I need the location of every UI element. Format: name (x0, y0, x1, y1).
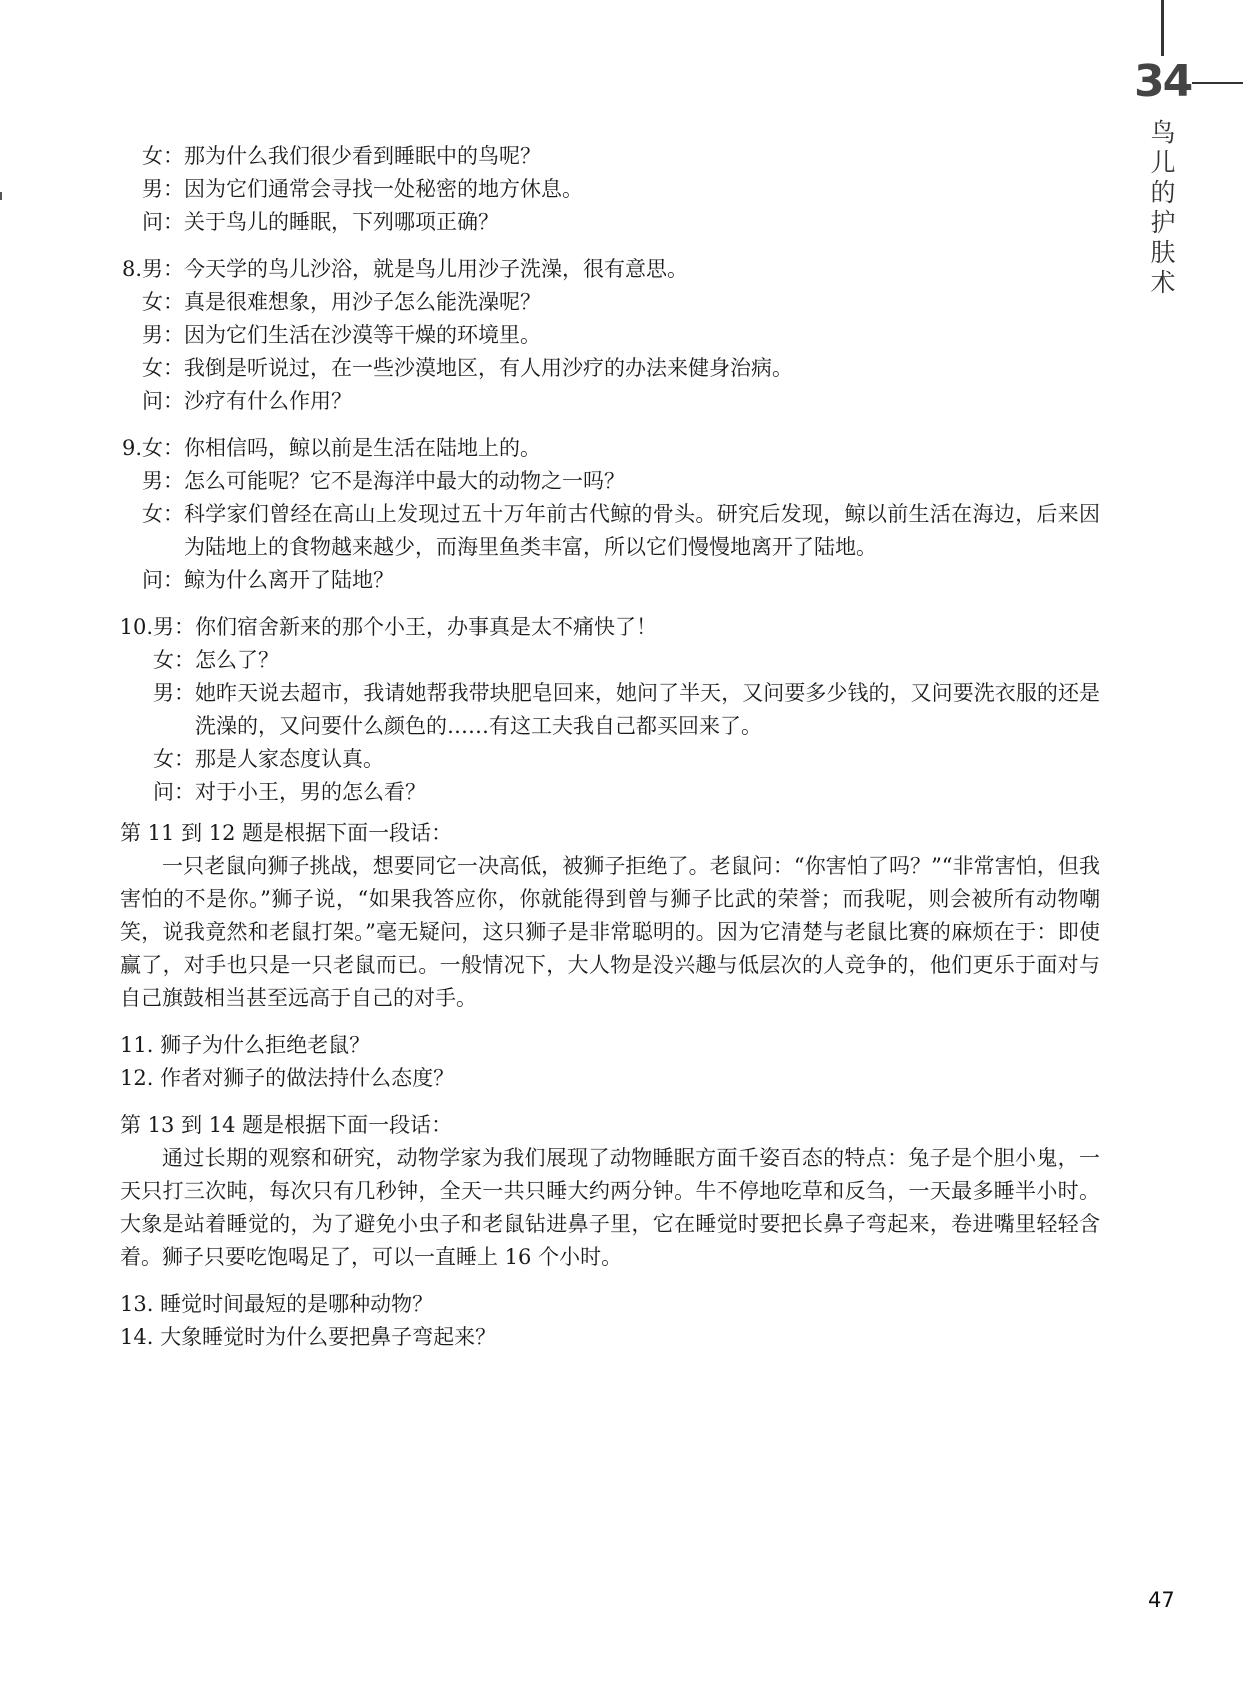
utterance: 你相信吗，鲸以前是生活在陆地上的。 (184, 436, 541, 460)
chapter-title-char: 肤 (1150, 238, 1176, 267)
utterance: 沙疗有什么作用？ (184, 389, 352, 413)
dialog-line (121, 253, 1100, 286)
chapter-title-char: 鸟 (1150, 118, 1176, 147)
question-number: 10. (119, 615, 153, 639)
chapter-title-char: 儿 (1150, 148, 1176, 177)
question-list (120, 1288, 1100, 1354)
dialog-8 (120, 253, 1100, 418)
dialog-line (142, 140, 1100, 173)
dialog-line (142, 385, 1100, 418)
utterance: 对于小王，男的怎么看？ (195, 780, 426, 804)
passage: 一只老鼠向狮子挑战，想要同它一决高低，被狮子拒绝了。老鼠问：“你害怕了吗？”“非常害怕，但我害怕的不是你。”狮子说，“如果我答应你，你就能得到曾与狮子比武的荣誉；而我呢，则会被所有动物嘲笑，说我竟然和老鼠打架。”毫无疑问，这只狮子是非常聪明的。因为它清楚与老鼠比赛的麻烦在于：即使赢了，对手也只是一只老鼠而已。一般情况下，大人物是没兴趣与低层次的人竞争的，他们更乐于面对与自己旗鼓相当甚至远高于自己的对手。 (120, 854, 1100, 1010)
page-number: 47 (1148, 1588, 1175, 1612)
dialog-line (153, 677, 1100, 743)
section-11-12 (120, 817, 1100, 1095)
speaker: 女： (142, 502, 184, 526)
page-edge-mark (0, 192, 2, 200)
utterance: 怎么了？ (195, 648, 279, 672)
utterance: 关于鸟儿的睡眠，下列哪项正确？ (184, 210, 499, 234)
section-heading: 第 13 到 14 题是根据下面一段话： (120, 1113, 453, 1137)
question-number: 8. (121, 257, 142, 281)
page-content (120, 140, 1100, 1354)
question-item: 13. 睡觉时间最短的是哪种动物？ (120, 1292, 434, 1316)
dialog-9 (120, 432, 1100, 597)
utterance: 怎么可能呢？它不是海洋中最大的动物之一吗？ (184, 469, 625, 493)
question-list (120, 1029, 1100, 1095)
section-13-14 (120, 1109, 1100, 1354)
dialog-line (142, 352, 1100, 385)
dialog-line (153, 776, 1100, 809)
chapter-title-char: 护 (1150, 208, 1176, 237)
chapter-tab-rule-horizontal (1192, 82, 1243, 84)
speaker: 女： (142, 144, 184, 168)
speaker: 女： (142, 290, 184, 314)
speaker: 女： (153, 747, 195, 771)
speaker: 女： (142, 356, 184, 380)
question-item: 12. 作者对狮子的做法持什么态度？ (120, 1066, 455, 1090)
utterance: 那是人家态度认真。 (195, 747, 384, 771)
dialog-line (142, 498, 1100, 564)
speaker: 问： (142, 389, 184, 413)
chapter-tab-rule-vertical (1161, 0, 1164, 56)
dialog-7-continued (120, 140, 1100, 239)
question-item: 11. 狮子为什么拒绝老鼠？ (120, 1033, 371, 1057)
speaker: 问： (153, 780, 195, 804)
utterance: 今天学的鸟儿沙浴，就是鸟儿用沙子洗澡，很有意思。 (184, 257, 688, 281)
utterance: 鲸为什么离开了陆地？ (184, 568, 394, 592)
speaker: 男： (142, 469, 184, 493)
utterance: 她昨天说去超市，我请她帮我带块肥皂回来，她问了半天，又问要多少钱的，又问要洗衣服的还是洗澡的，又问要什么颜色的……有这工夫我自己都买回来了。 (195, 681, 1100, 738)
chapter-title-char: 术 (1150, 268, 1176, 297)
question-number: 9. (121, 436, 142, 460)
speaker: 男： (142, 323, 184, 347)
utterance: 因为它们生活在沙漠等干燥的环境里。 (184, 323, 541, 347)
chapter-number: 34 (1134, 56, 1192, 107)
speaker: 女： (153, 648, 195, 672)
speaker: 问： (142, 210, 184, 234)
question-item: 14. 大象睡觉时为什么要把鼻子弯起来？ (120, 1325, 497, 1349)
speaker: 女： (142, 436, 184, 460)
dialog-line (142, 319, 1100, 352)
utterance: 那为什么我们很少看到睡眠中的鸟呢？ (184, 144, 541, 168)
dialog-line (119, 611, 1100, 644)
speaker: 男： (142, 257, 184, 281)
dialog-line (153, 644, 1100, 677)
dialog-line (142, 286, 1100, 319)
utterance: 科学家们曾经在高山上发现过五十万年前古代鲸的骨头。研究后发现，鲸以前生活在海边，后来因为陆地上的食物越来越少，而海里鱼类丰富，所以它们慢慢地离开了陆地。 (184, 502, 1100, 559)
speaker: 男： (142, 177, 184, 201)
dialog-line (142, 206, 1100, 239)
utterance: 我倒是听说过，在一些沙漠地区，有人用沙疗的办法来健身治病。 (184, 356, 793, 380)
dialog-10 (120, 611, 1100, 809)
utterance: 真是很难想象，用沙子怎么能洗澡呢？ (184, 290, 541, 314)
chapter-title-vertical (1148, 118, 1178, 298)
dialog-line (121, 432, 1100, 465)
dialog-line (142, 465, 1100, 498)
passage: 通过长期的观察和研究，动物学家为我们展现了动物睡眠方面千姿百态的特点：兔子是个胆小鬼，一天只打三次盹，每次只有几秒钟，全天一共只睡大约两分钟。牛不停地吃草和反刍，一天最多睡半小时。大象是站着睡觉的，为了避免小虫子和老鼠钻进鼻子里，它在睡觉时要把长鼻子弯起来，卷进嘴里轻轻含着。狮子只要吃饱喝足了，可以一直睡上 16 个小时。 (120, 1146, 1100, 1269)
section-heading: 第 11 到 12 题是根据下面一段话： (120, 821, 453, 845)
dialog-line (142, 173, 1100, 206)
speaker: 问： (142, 568, 184, 592)
utterance: 你们宿舍新来的那个小王，办事真是太不痛快了！ (195, 615, 657, 639)
utterance: 因为它们通常会寻找一处秘密的地方休息。 (184, 177, 583, 201)
dialog-line (153, 743, 1100, 776)
dialog-line (142, 564, 1100, 597)
chapter-title-char: 的 (1150, 178, 1176, 207)
speaker: 男： (153, 615, 195, 639)
speaker: 男： (153, 681, 195, 705)
